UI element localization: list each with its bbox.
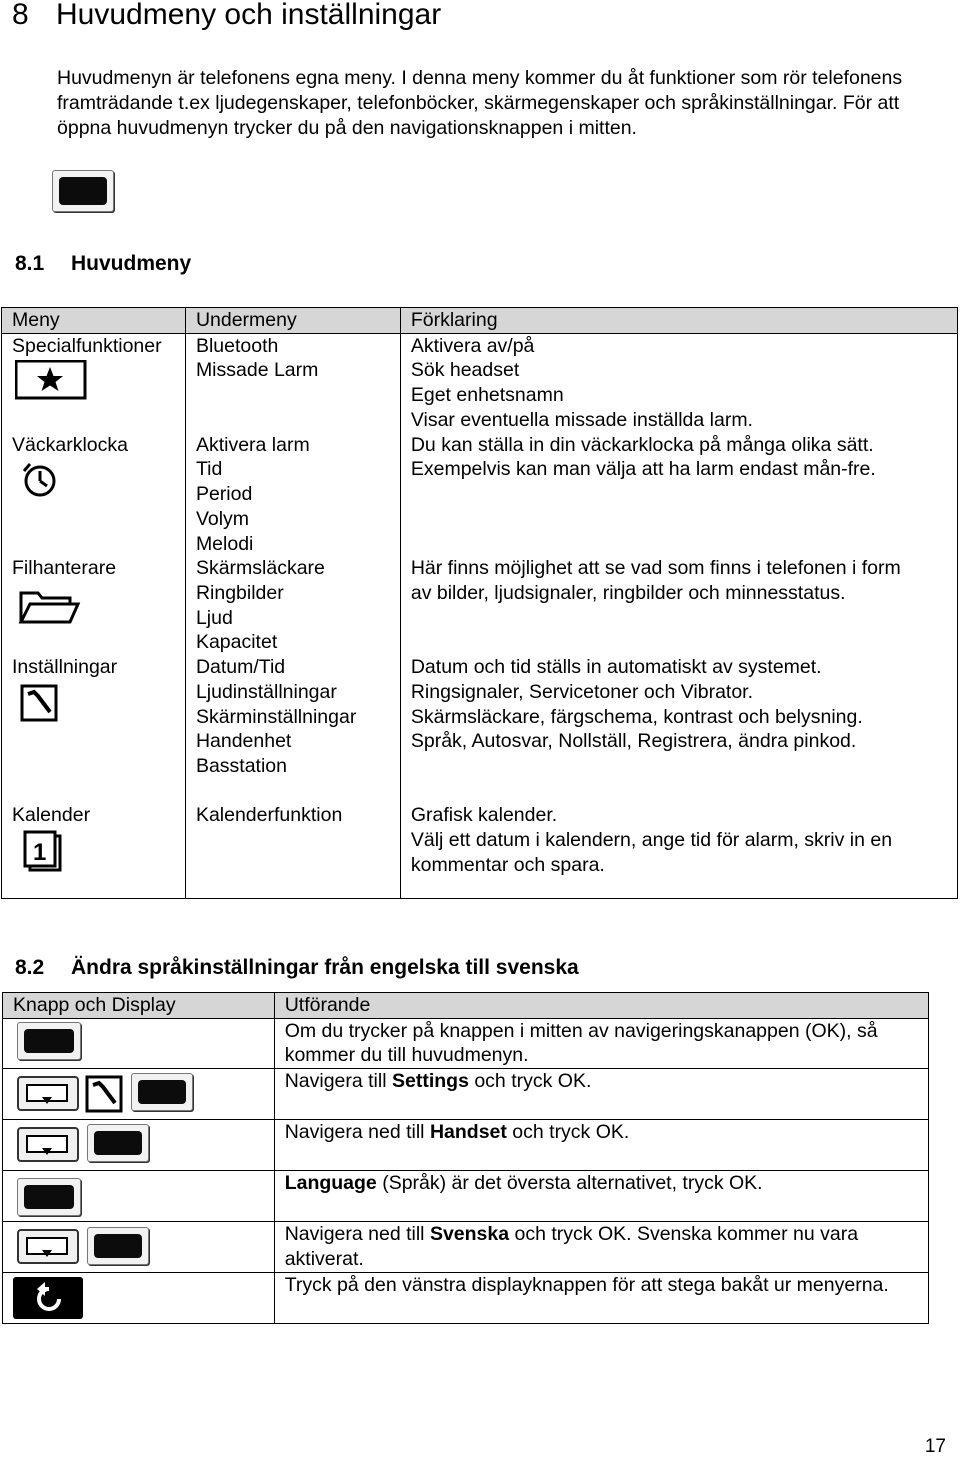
menu-table [1,307,958,899]
menu-name: Kalender [12,804,91,827]
menu-name: Inställningar [12,656,118,679]
step-text [274,1222,928,1273]
back-icon [13,1277,85,1321]
step-text [274,1171,928,1222]
submenu-item: Kalenderfunktion [195,804,343,827]
explanation-line: Här finns möjlighet att se vad som finns i telefonen i form [410,557,901,580]
submenu-item: Tid [195,458,223,481]
submenu-item: Skärminställningar [195,705,357,728]
submenu-item: Handenhet [195,730,292,753]
step-text-pre: Navigera till [284,1070,392,1093]
table-row [3,1171,929,1222]
submenu-item: Datum/Tid [195,656,286,679]
chapter-title: Huvudmeny och inställningar [56,0,442,31]
calendar-icon [22,830,70,874]
explanation-line: av bilder, ljudsignaler, ringbilder och minnesstatus. [410,581,846,604]
table-header-row [3,993,929,1019]
star-icon [15,360,87,400]
step-text-post: (Språk) är det översta alternativet, tryck OK. [376,1172,763,1195]
step-text: Tryck på den vänstra displayknappen för att stega bakåt ur menyerna. [274,1273,928,1324]
submenu-item: Missade Larm [195,359,319,382]
explanation-line: Datum och tid ställs in automatiskt av systemet. [410,656,822,679]
submenu-item: Skärmsläckare [195,557,325,580]
table-row [3,1018,929,1068]
page-number: 17 [924,1436,946,1457]
ok-button-icon [17,1022,81,1060]
table-row [3,1273,929,1324]
nav-down-icon [17,1076,81,1112]
section-title: Huvudmeny [71,252,192,275]
header-buttons: Knapp och Display [3,993,275,1019]
ok-button-icon [131,1073,193,1111]
ok-button-icon [52,170,114,212]
step-text [274,1120,928,1171]
table-row [2,433,958,557]
header-action: Utförande [274,993,928,1019]
submenu-item: Ringbilder [195,581,284,604]
explanation-line: Visar eventuella missade inställda larm. [410,408,753,431]
svg-text:1: 1 [33,838,47,866]
submenu-item: Melodi [195,532,254,555]
explanation-line: Eget enhetsnamn [410,384,564,407]
step-text-bold: Svenska [429,1223,510,1246]
section-heading-8-2 [15,955,579,981]
step-text-bold: Handset [429,1121,507,1144]
submenu-item: Volym [195,507,250,530]
explanation-line: kommentar och spara. [410,853,605,876]
table-row [2,803,958,899]
submenu-item: Period [195,483,253,506]
submenu-item: Kapacitet [195,631,278,654]
table-row [3,1069,929,1120]
step-text-post: och tryck OK. Svenska kommer nu vara aktiverat. [284,1223,859,1270]
table-row [2,655,958,803]
step-text [274,1069,928,1120]
folder-icon [18,587,82,627]
step-text-post: och tryck OK. [468,1070,592,1093]
steps-table [2,992,929,1324]
submenu-item: Aktivera larm [195,433,310,456]
table-row [2,333,958,433]
section-number: 8.2 [15,956,45,979]
explanation-line: Exempelvis kan man välja att ha larm endast mån-fre. [410,458,876,481]
explanation-line: Ringsignaler, Servicetoner och Vibrator. [410,680,754,703]
step-text-bold: Settings [391,1070,469,1093]
table-header-row [2,308,958,334]
step-text: Om du trycker på knappen i mitten av navigeringskanappen (OK), så kommer du till huvudmenyn. [274,1018,928,1068]
nav-down-icon [17,1127,81,1163]
explanation-line: Språk, Autosvar, Nollställ, Registrera, ändra pinkod. [410,730,857,753]
intro-paragraph: Huvudmenyn är telefonens egna meny. I denna meny kommer du åt funktioner som rör telefonens framträdande t.ex ljudegenskaper, telefonböcker, skärmegenskaper och språkinställningar. För att öppna huvudmenyn trycker du på den navigationsknappen i mitten. [57,67,903,139]
submenu-item: Basstation [195,755,287,778]
menu-name: Väckarklocka [12,433,128,456]
explanation-line: Grafisk kalender. [410,804,558,827]
step-text-bold: Language [284,1172,377,1195]
wrench-icon [20,684,60,724]
table-row [3,1222,929,1273]
header-explanation: Förklaring [400,308,957,334]
explanation-line: Skärmsläckare, färgschema, kontrast och belysning. [410,705,863,728]
section-number: 8.1 [15,252,45,275]
explanation-line: Sök headset [410,359,520,382]
submenu-item: Ljud [195,606,233,629]
ok-button-icon [87,1124,149,1162]
ok-button-icon [17,1178,81,1216]
submenu-item: Bluetooth [195,334,279,357]
menu-name: Filhanterare [12,557,117,580]
submenu-item: Ljudinställningar [195,680,337,703]
explanation-line: Du kan ställa in din väckarklocka på många olika sätt. [410,433,874,456]
chapter-heading [12,0,441,32]
explanation-line: Aktivera av/på [410,334,535,357]
alarm-clock-icon [18,459,62,499]
section-heading-8-1 [15,251,191,277]
wrench-icon [85,1075,125,1115]
step-text-pre: Navigera ned till [284,1121,430,1144]
step-text-pre: Navigera ned till [284,1223,430,1246]
step-text-post: och tryck OK. [506,1121,630,1144]
header-menu: Meny [2,308,186,334]
nav-down-icon [17,1229,81,1265]
header-submenu: Undermeny [185,308,400,334]
table-row [3,1120,929,1171]
section-title: Ändra språkinställningar från engelska till svenska [71,956,579,979]
chapter-number: 8 [12,0,29,31]
ok-button-icon [87,1227,149,1265]
table-row [2,556,958,655]
explanation-line: Välj ett datum i kalendern, ange tid för alarm, skriv in en [410,828,893,851]
menu-name: Specialfunktioner [12,334,162,357]
